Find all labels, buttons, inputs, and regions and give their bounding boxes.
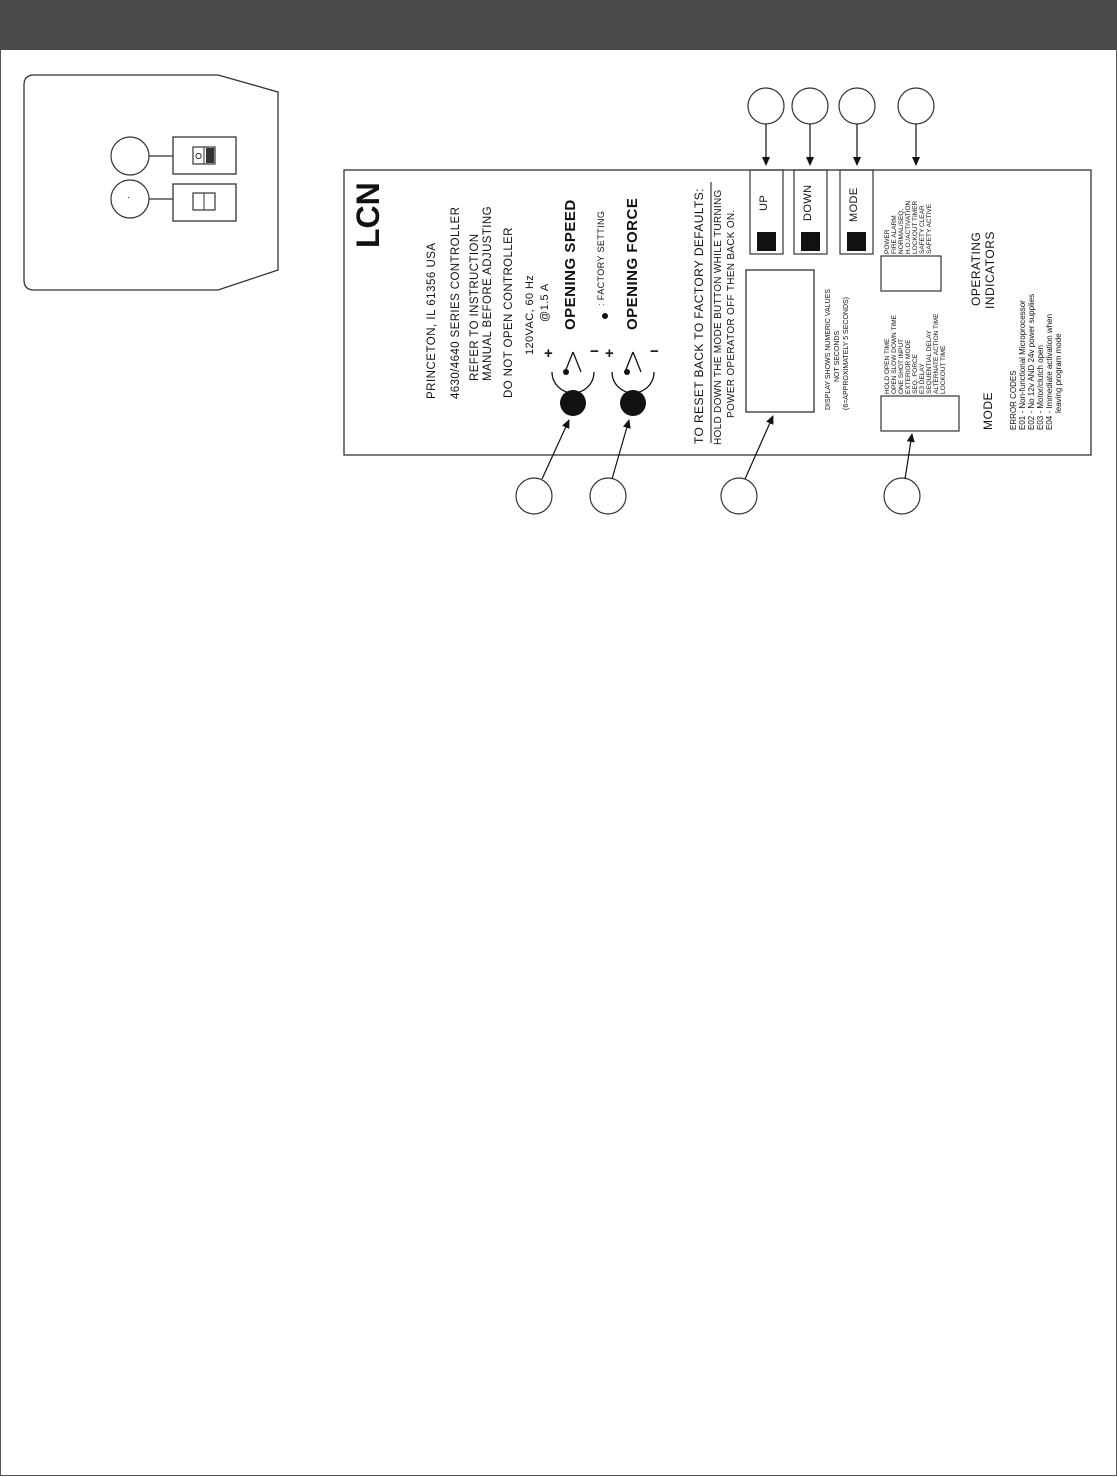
mode-item: ONE SHOT INPUT [898, 338, 905, 394]
error-codes-title: ERROR CODES [1009, 370, 1018, 430]
error-code: E02 - No 12v AND 24v power supplies [1027, 293, 1036, 430]
speed-minus-sign: − [590, 343, 599, 360]
mode-item: SEQUENTIAL DELAY [926, 330, 933, 394]
mode-item: OPEN SLOW DOWN TIME [891, 315, 898, 394]
speed-knob [560, 390, 586, 416]
indicators-box [881, 256, 941, 291]
inset-callout-2 [111, 180, 149, 218]
error-code: leaving program mode [1054, 333, 1063, 413]
mode-title: MODE [981, 392, 995, 430]
error-code: E04 - Immediate activation when [1045, 313, 1054, 430]
up-button-label: UP [758, 194, 770, 211]
model-text: 4630/4640 SERIES CONTROLLER [450, 206, 462, 399]
refer-text-1: REFER TO INSTRUCTION [469, 233, 481, 381]
callout-mode [839, 88, 875, 124]
reset-title: TO RESET BACK TO FACTORY DEFAULTS: [692, 188, 706, 444]
indicator-item: FIRE ALARM [891, 215, 898, 254]
reset-instruction-1: HOLD DOWN THE MODE BUTTON WHILE TURNING [713, 189, 724, 445]
indicator-item: LOCKOUT TIMER [912, 200, 919, 254]
callout-down [792, 88, 828, 124]
callout-up [748, 88, 784, 124]
inset-callout-2-label: · [127, 192, 130, 202]
mode-button-label: MODE [848, 187, 860, 222]
warning-text: DO NOT OPEN CONTROLLER [503, 227, 515, 398]
speed-dial [552, 352, 594, 393]
callout-indicators [898, 88, 934, 124]
reset-instruction-2: POWER OPERATOR OFF THEN BACK ON. [726, 209, 737, 418]
power-rating-1: 120VAC, 60 Hz [524, 274, 536, 355]
inset-callout-1 [111, 137, 149, 175]
indicator-item: NORMAL/SEQ. [898, 208, 905, 254]
speed-plus-sign: + [544, 345, 553, 362]
mode-item: ALTERNATE ACTION TIME [933, 313, 940, 394]
indicators-title-2: INDICATORS [983, 231, 997, 309]
opening-force-label: OPENING FORCE [624, 197, 641, 330]
error-code: E03 - Motor/clutch open [1036, 345, 1045, 430]
force-dial [612, 352, 654, 393]
callout-speed [516, 478, 552, 514]
factory-setting-label: : FACTORY SETTING [596, 210, 606, 306]
indicator-item: POWER [884, 229, 891, 254]
display-note-3: (6=APPROXIMATELY 5 SECONDS) [843, 296, 850, 410]
up-button [757, 232, 776, 251]
logo: LCN [350, 182, 386, 248]
display-note-1: DISPLAY SHOWS NUMERIC VALUES [825, 289, 832, 410]
opening-speed-label: OPENING SPEED [562, 199, 579, 330]
mode-item: SEQ. FORCE [912, 353, 919, 394]
force-plus-sign: + [605, 345, 614, 362]
force-minus-sign: − [650, 343, 659, 360]
numeric-display [746, 270, 814, 412]
address-text: PRINCETON, IL 61356 USA [426, 242, 438, 399]
indicator-item: H.O./ACTIVATION [905, 200, 912, 254]
mode-item: HOLD OPEN TIME [884, 338, 891, 394]
mode-item: EXTERIOR MODE [905, 339, 912, 394]
mode-button [847, 232, 866, 251]
indicators-title-1: OPERATING [969, 231, 983, 306]
display-note-2: NOT SECONDS [834, 330, 841, 382]
mode-item: E3 DELAY [919, 363, 926, 394]
callout-display [721, 478, 757, 514]
error-code: E01 - Non-functional Microprocessor [1018, 300, 1027, 430]
power-rating-2: @1.5 A [539, 283, 551, 322]
callout-mode-display [884, 478, 920, 514]
callout-force [590, 478, 626, 514]
refer-text-2: MANUAL BEFORE ADJUSTING [482, 206, 494, 381]
inset-box [24, 75, 278, 290]
force-knob [620, 390, 646, 416]
indicator-item: SAFETY ACTIVE [926, 203, 933, 254]
down-button [801, 232, 820, 251]
mode-item: LOCKOUT TIME [940, 345, 947, 394]
down-button-label: DOWN [802, 184, 814, 221]
mode-box [881, 396, 959, 431]
indicator-item: SAFETY CLEAR [919, 205, 926, 254]
